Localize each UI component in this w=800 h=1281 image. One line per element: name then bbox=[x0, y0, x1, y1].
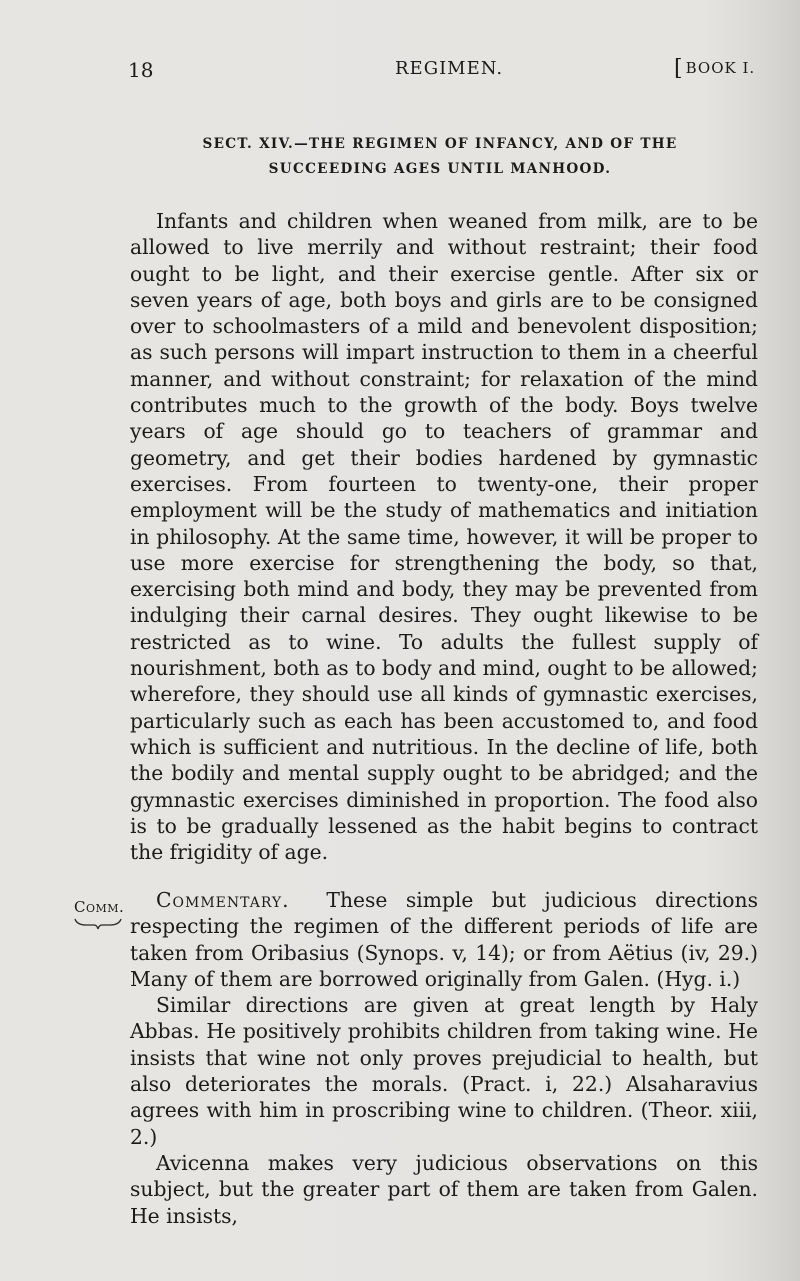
commentary-text-1: These simple but judicious directions respecting the regimen of the different periods of life are taken from Oribasius (Synops. v, 14); or from Aëtius (iv, 29.) Many of them are borrowed originally from Galen. (Hyg. i.) bbox=[130, 888, 758, 991]
bracket-glyph: [ bbox=[674, 56, 684, 81]
main-text-block bbox=[130, 208, 758, 865]
book-reference bbox=[674, 56, 755, 81]
commentary-paragraph-3: Avicenna makes very judicious observations on this subject, but the greater part of them are taken from Galen. He insists, bbox=[130, 1150, 758, 1228]
running-title: REGIMEN. bbox=[395, 58, 504, 79]
section-heading: SECT. XIV.—THE REGIMEN OF INFANCY, AND OF THE SUCCEEDING AGES UNTIL MANHOOD. bbox=[202, 136, 678, 177]
running-head bbox=[0, 52, 800, 88]
margin-note bbox=[74, 898, 124, 916]
brace-mark-icon bbox=[74, 916, 122, 930]
commentary-paragraph-1 bbox=[130, 887, 758, 992]
main-paragraph: Infants and children when weaned from milk, are to be allowed to live merrily and without restraint; their food ought to be light, and their exercise gentle. After six or seven years of age, both boys and girls are to be consigned over to schoolmasters of a mild and benevolent disposition; as such persons will impart instruction to them in a cheerful manner, and without constraint; for relaxation of the mind contributes much to the growth of the body. Boys twelve years of age should go to teachers of grammar and geometry, and get their bodies hardened by gymnastic exercises. From fourteen to twenty-one, their proper employment will be the study of mathematics and initiation in philosophy. At the same time, however, it will be proper to use more exercise for strengthening the body, so that, exercising both mind and body, they may be prevented from indulging their carnal desires. They ought likewise to be restricted as to wine. To adults the fullest supply of nourishment, both as to body and mind, ought to be allowed; wherefore, they should use all kinds of gymnastic exercises, particularly such as each has been accustomed to, and food which is sufficient and nutritious. In the decline of life, both the bodily and mental supply ought to be abridged; and the gymnastic exercises diminished in proportion. The food also is to be gradually lessened as the habit begins to contract the frigidity of age. bbox=[130, 209, 758, 865]
commentary-label: Commentary. bbox=[156, 888, 290, 912]
commentary-block bbox=[130, 887, 758, 1229]
commentary-paragraph-2: Similar directions are given at great length by Haly Abbas. He positively prohibits children from taking wine. He insists that wine not only proves prejudicial to health, but also deteriorates the morals. (Pract. i, 22.) Alsaharavius agrees with him in proscribing wine to children. (Theor. xiii, 2.) bbox=[130, 993, 758, 1149]
page-number: 18 bbox=[128, 58, 154, 82]
margin-note-label: Comm. bbox=[74, 898, 125, 916]
book-reference-text: BOOK I. bbox=[685, 59, 756, 77]
